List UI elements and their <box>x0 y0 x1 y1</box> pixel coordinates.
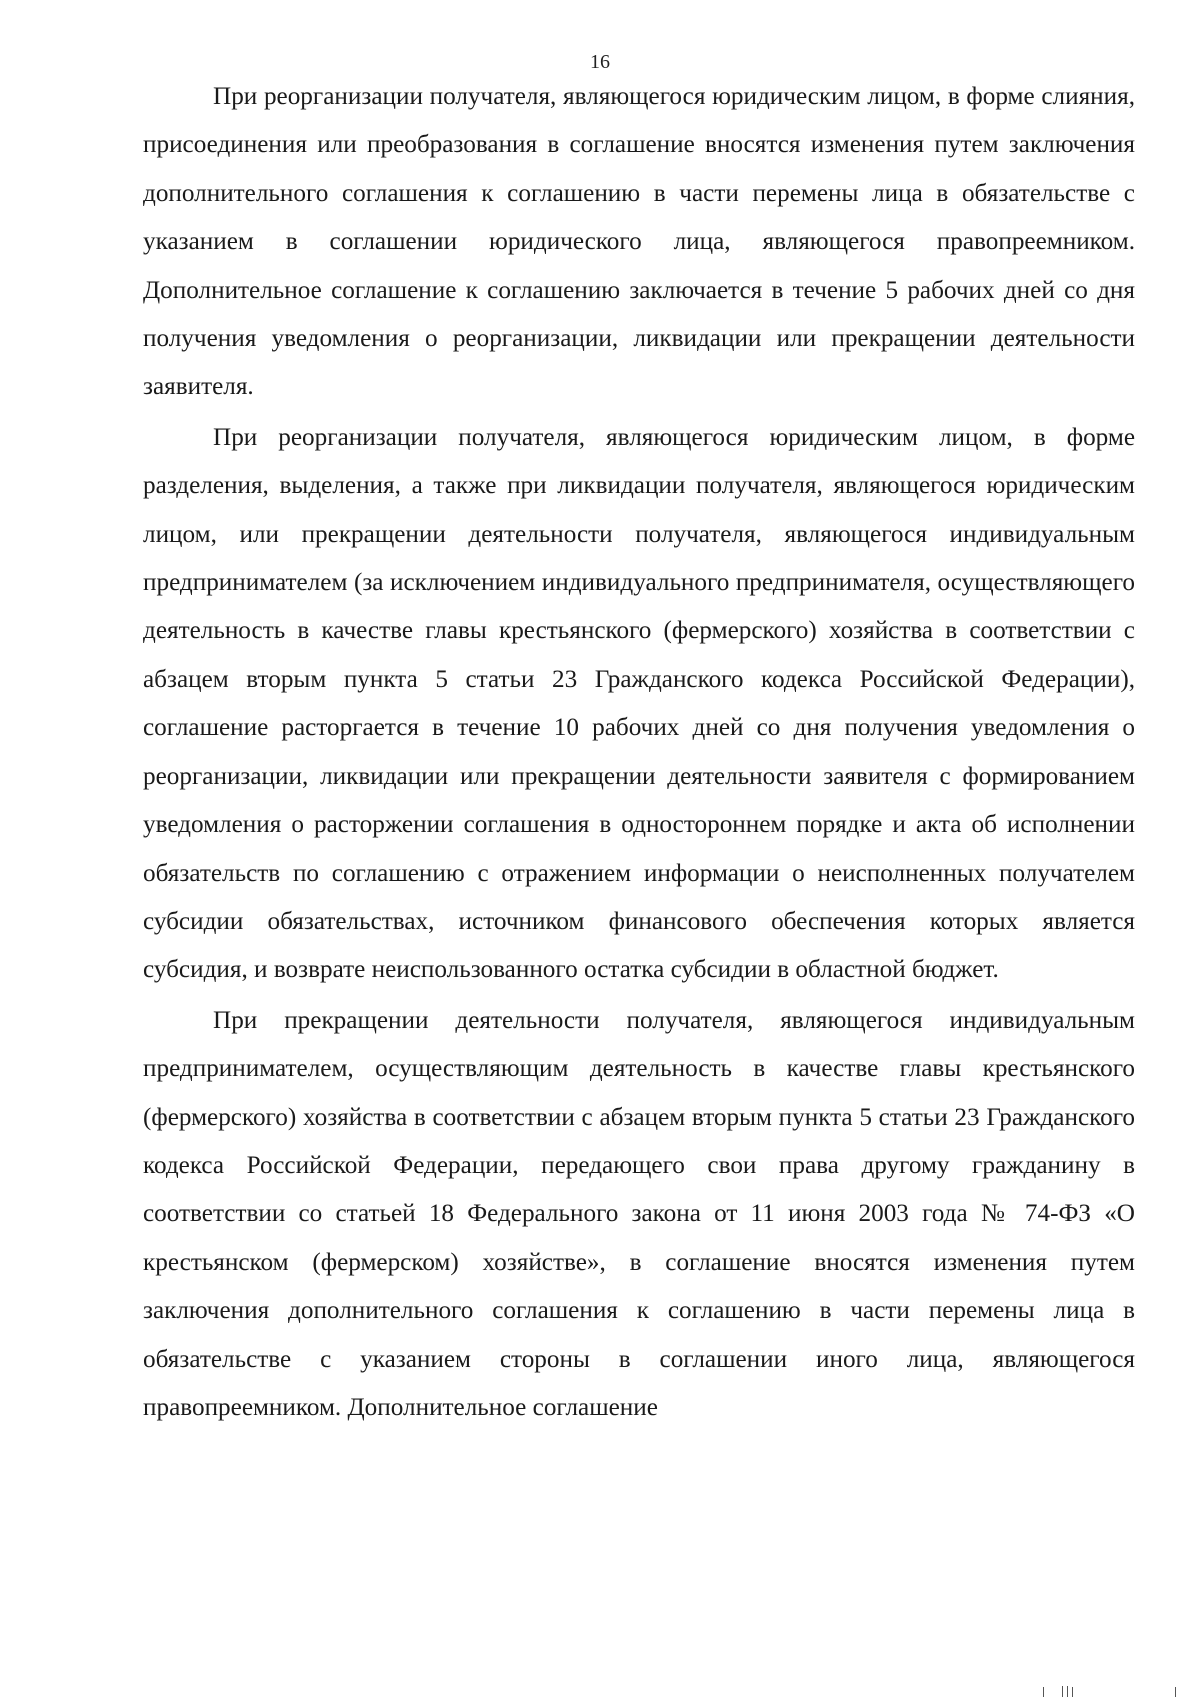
scan-artifact <box>1062 1686 1063 1697</box>
paragraph-2: При реорганизации получателя, являющегося юридическим лицом, в форме разделения, выделения, а также при ликвидации получателя, являющегося юридическим лицом, или прекращении деятельности получателя, являющегося индивидуальным предпринимателем (за исключением индивидуального предпринимателя, осуществляющего деятельность в качестве главы крестьянского (фермерского) хозяйства в соответствии с абзацем вторым пункта 5 статьи 23 Гражданского кодекса Российской Федерации), соглашение расторгается в течение 10 рабочих дней со дня получения уведомления о реорганизации, ликвидации или прекращении деятельности заявителя с формированием уведомления о расторжении соглашения в одностороннем порядке и акта об исполнении обязательств по соглашению с отражением информации о неисполненных получателем субсидии обязательствах, источником финансового обеспечения которых является субсидия, и возврате неиспользованного остатка субсидии в областной бюджет. <box>143 423 1135 984</box>
scan-artifact <box>1043 1687 1044 1697</box>
paragraph-3: При прекращении деятельности получателя, являющегося индивидуальным предпринимателем, осуществляющим деятельность в качестве главы крестьянского (фермерского) хозяйства в соответствии с абзацем вторым пункта 5 статьи 23 Гражданского кодекса Российской Федерации, передающего свои права другому гражданину в соответствии со статьей 18 Федерального закона от 11 июня 2003 года № 74-ФЗ «О крестьянском (фермерском) хозяйстве», в соглашение вносятся изменения путем заключения дополнительного соглашения к соглашению в части перемены лица в обязательстве с указанием стороны в соглашении иного лица, являющегося правопреемником. Дополнительное соглашение <box>143 1006 1135 1421</box>
scan-artifact <box>1072 1687 1073 1697</box>
scan-artifact <box>1175 1687 1176 1697</box>
page-number: 16 <box>590 51 610 73</box>
document-body <box>143 73 1135 1434</box>
paragraph-1: При реорганизации получателя, являющегося юридическим лицом, в форме слияния, присоединения или преобразования в соглашение вносятся изменения путем заключения дополнительного соглашения к соглашению в части перемены лица в обязательстве с указанием в соглашении юридического лица, являющегося правопреемником. Дополнительное соглашение к соглашению заключается в течение 5 рабочих дней со дня получения уведомления о реорганизации, ликвидации или прекращении деятельности заявителя. <box>143 83 1135 401</box>
scan-artifact <box>1067 1686 1068 1697</box>
